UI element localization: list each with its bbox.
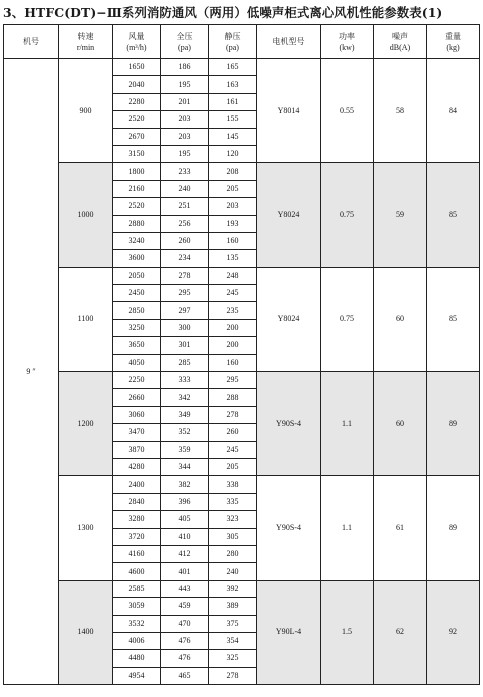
noise-cell: 59	[374, 163, 427, 267]
airflow-cell: 3532	[113, 615, 161, 632]
airflow-cell: 3470	[113, 424, 161, 441]
header-model: 机号	[4, 25, 59, 59]
speed-cell: 1100	[59, 267, 113, 371]
airflow-cell: 2280	[113, 93, 161, 110]
model-number-cell: 9 ″	[4, 59, 59, 685]
total-pressure-cell: 203	[161, 128, 209, 145]
static-pressure-cell: 205	[209, 458, 257, 475]
airflow-cell: 1650	[113, 59, 161, 76]
speed-cell: 1400	[59, 580, 113, 684]
airflow-cell: 3059	[113, 598, 161, 615]
total-pressure-cell: 300	[161, 319, 209, 336]
static-pressure-cell: 163	[209, 76, 257, 93]
power-cell: 1.1	[321, 372, 374, 476]
static-pressure-cell: 278	[209, 667, 257, 684]
total-pressure-cell: 278	[161, 267, 209, 284]
total-pressure-cell: 465	[161, 667, 209, 684]
table-row	[4, 580, 480, 597]
total-pressure-cell: 401	[161, 563, 209, 580]
static-pressure-cell: 161	[209, 93, 257, 110]
header-total-pressure: 全压 (pa)	[161, 25, 209, 59]
table-row	[4, 372, 480, 389]
total-pressure-cell: 297	[161, 302, 209, 319]
total-pressure-cell: 405	[161, 511, 209, 528]
total-pressure-cell: 443	[161, 580, 209, 597]
airflow-cell: 4050	[113, 354, 161, 371]
noise-cell: 58	[374, 59, 427, 163]
total-pressure-cell: 459	[161, 598, 209, 615]
total-pressure-cell: 349	[161, 406, 209, 423]
airflow-cell: 3250	[113, 319, 161, 336]
noise-cell: 60	[374, 372, 427, 476]
static-pressure-cell: 155	[209, 111, 257, 128]
total-pressure-cell: 240	[161, 180, 209, 197]
airflow-cell: 2160	[113, 180, 161, 197]
airflow-cell: 2585	[113, 580, 161, 597]
total-pressure-cell: 234	[161, 250, 209, 267]
total-pressure-cell: 295	[161, 285, 209, 302]
total-pressure-cell: 260	[161, 232, 209, 249]
noise-cell: 61	[374, 476, 427, 580]
airflow-cell: 2400	[113, 476, 161, 493]
total-pressure-cell: 396	[161, 493, 209, 510]
static-pressure-cell: 160	[209, 354, 257, 371]
motor-cell: Y90S-4	[257, 372, 321, 476]
airflow-cell: 3150	[113, 145, 161, 162]
total-pressure-cell: 476	[161, 632, 209, 649]
static-pressure-cell: 305	[209, 528, 257, 545]
static-pressure-cell: 392	[209, 580, 257, 597]
static-pressure-cell: 200	[209, 319, 257, 336]
speed-cell: 1200	[59, 372, 113, 476]
airflow-cell: 2520	[113, 111, 161, 128]
total-pressure-cell: 195	[161, 145, 209, 162]
motor-cell: Y90L-4	[257, 580, 321, 684]
static-pressure-cell: 325	[209, 650, 257, 667]
power-cell: 0.55	[321, 59, 374, 163]
total-pressure-cell: 382	[161, 476, 209, 493]
header-speed: 转速 r/min	[59, 25, 113, 59]
airflow-cell: 3870	[113, 441, 161, 458]
airflow-cell: 2660	[113, 389, 161, 406]
page-title: 3、HTFC(DT)−Ⅲ系列消防通风（两用）低噪声柜式离心风机性能参数表(1)	[3, 5, 443, 20]
total-pressure-cell: 201	[161, 93, 209, 110]
weight-cell: 84	[427, 59, 480, 163]
weight-cell: 92	[427, 580, 480, 684]
total-pressure-cell: 251	[161, 198, 209, 215]
total-pressure-cell: 342	[161, 389, 209, 406]
airflow-cell: 4006	[113, 632, 161, 649]
total-pressure-cell: 333	[161, 372, 209, 389]
total-pressure-cell: 470	[161, 615, 209, 632]
static-pressure-cell: 288	[209, 389, 257, 406]
static-pressure-cell: 205	[209, 180, 257, 197]
static-pressure-cell: 280	[209, 545, 257, 562]
airflow-cell: 2520	[113, 198, 161, 215]
total-pressure-cell: 352	[161, 424, 209, 441]
noise-cell: 60	[374, 267, 427, 371]
header-power: 功率 (kw)	[321, 25, 374, 59]
table-row	[4, 476, 480, 493]
airflow-cell: 3280	[113, 511, 161, 528]
airflow-cell: 4480	[113, 650, 161, 667]
power-cell: 0.75	[321, 163, 374, 267]
airflow-cell: 3650	[113, 337, 161, 354]
total-pressure-cell: 410	[161, 528, 209, 545]
header-row	[4, 25, 480, 59]
power-cell: 1.1	[321, 476, 374, 580]
static-pressure-cell: 295	[209, 372, 257, 389]
performance-table	[3, 24, 480, 685]
airflow-cell: 2250	[113, 372, 161, 389]
static-pressure-cell: 335	[209, 493, 257, 510]
total-pressure-cell: 344	[161, 458, 209, 475]
motor-cell: Y90S-4	[257, 476, 321, 580]
airflow-cell: 2670	[113, 128, 161, 145]
total-pressure-cell: 359	[161, 441, 209, 458]
motor-cell: Y8024	[257, 163, 321, 267]
total-pressure-cell: 186	[161, 59, 209, 76]
static-pressure-cell: 145	[209, 128, 257, 145]
static-pressure-cell: 193	[209, 215, 257, 232]
weight-cell: 89	[427, 372, 480, 476]
airflow-cell: 2880	[113, 215, 161, 232]
total-pressure-cell: 476	[161, 650, 209, 667]
header-static-pressure: 静压 (pa)	[209, 25, 257, 59]
airflow-cell: 3060	[113, 406, 161, 423]
static-pressure-cell: 240	[209, 563, 257, 580]
weight-cell: 89	[427, 476, 480, 580]
static-pressure-cell: 245	[209, 441, 257, 458]
static-pressure-cell: 278	[209, 406, 257, 423]
noise-cell: 62	[374, 580, 427, 684]
airflow-cell: 2850	[113, 302, 161, 319]
power-cell: 0.75	[321, 267, 374, 371]
airflow-cell: 2050	[113, 267, 161, 284]
static-pressure-cell: 323	[209, 511, 257, 528]
airflow-cell: 1800	[113, 163, 161, 180]
static-pressure-cell: 389	[209, 598, 257, 615]
motor-cell: Y8024	[257, 267, 321, 371]
static-pressure-cell: 235	[209, 302, 257, 319]
static-pressure-cell: 245	[209, 285, 257, 302]
static-pressure-cell: 248	[209, 267, 257, 284]
static-pressure-cell: 338	[209, 476, 257, 493]
airflow-cell: 4280	[113, 458, 161, 475]
speed-cell: 1000	[59, 163, 113, 267]
airflow-cell: 4954	[113, 667, 161, 684]
static-pressure-cell: 165	[209, 59, 257, 76]
table-body	[4, 59, 480, 685]
table-row	[4, 59, 480, 76]
power-cell: 1.5	[321, 580, 374, 684]
total-pressure-cell: 285	[161, 354, 209, 371]
header-weight: 重量 (kg)	[427, 25, 480, 59]
airflow-cell: 2840	[113, 493, 161, 510]
total-pressure-cell: 233	[161, 163, 209, 180]
speed-cell: 1300	[59, 476, 113, 580]
static-pressure-cell: 354	[209, 632, 257, 649]
static-pressure-cell: 375	[209, 615, 257, 632]
total-pressure-cell: 412	[161, 545, 209, 562]
weight-cell: 85	[427, 163, 480, 267]
static-pressure-cell: 203	[209, 198, 257, 215]
table-row	[4, 267, 480, 284]
header-airflow: 风量 (m³/h)	[113, 25, 161, 59]
total-pressure-cell: 301	[161, 337, 209, 354]
static-pressure-cell: 160	[209, 232, 257, 249]
airflow-cell: 2450	[113, 285, 161, 302]
static-pressure-cell: 200	[209, 337, 257, 354]
static-pressure-cell: 208	[209, 163, 257, 180]
airflow-cell: 2040	[113, 76, 161, 93]
motor-cell: Y8014	[257, 59, 321, 163]
header-noise: 噪声 dB(A)	[374, 25, 427, 59]
static-pressure-cell: 260	[209, 424, 257, 441]
static-pressure-cell: 120	[209, 145, 257, 162]
static-pressure-cell: 135	[209, 250, 257, 267]
airflow-cell: 3720	[113, 528, 161, 545]
airflow-cell: 4600	[113, 563, 161, 580]
total-pressure-cell: 203	[161, 111, 209, 128]
table-row	[4, 163, 480, 180]
header-motor: 电机型号	[257, 25, 321, 59]
total-pressure-cell: 195	[161, 76, 209, 93]
total-pressure-cell: 256	[161, 215, 209, 232]
airflow-cell: 3600	[113, 250, 161, 267]
speed-cell: 900	[59, 59, 113, 163]
airflow-cell: 3240	[113, 232, 161, 249]
weight-cell: 85	[427, 267, 480, 371]
airflow-cell: 4160	[113, 545, 161, 562]
